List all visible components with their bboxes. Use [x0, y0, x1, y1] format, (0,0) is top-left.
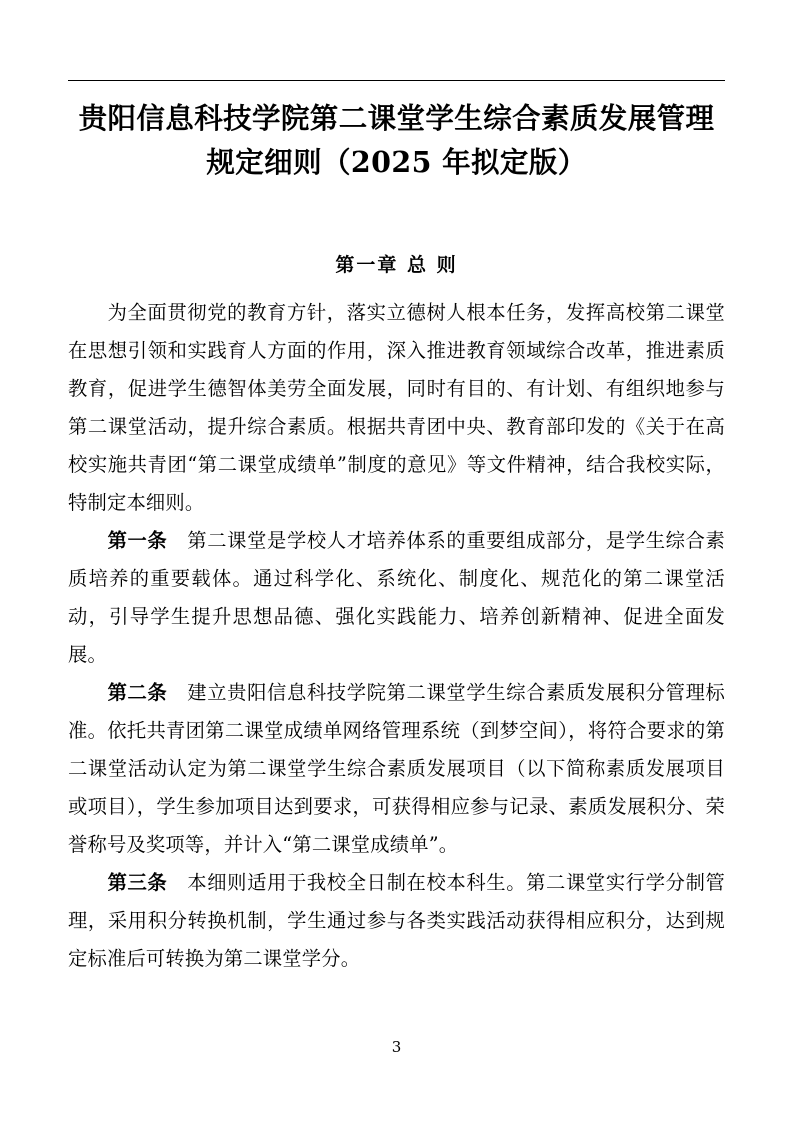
- page-title: 贵阳信息科技学院第二课堂学生综合素质发展管理规定细则（2025 年拟定版）: [78, 101, 715, 179]
- paragraph-text: 第二课堂是学校人才培养体系的重要组成部分，是学生综合素质培养的重要载体。通过科学化、系统化、制度化、规范化的第二课堂活动，引导学生提升思想品德、强化实践能力、培养创新精神、促进全面发展。: [68, 529, 725, 666]
- paragraph-article-3: [68, 864, 725, 978]
- document-body: [68, 96, 725, 978]
- page-number: 3: [391, 1038, 402, 1056]
- article-label: 第二条: [107, 681, 168, 704]
- article-label: 第一条: [107, 529, 168, 552]
- paragraph-preamble: [68, 294, 725, 522]
- header-rule: [68, 80, 725, 81]
- chapter-heading: 第一章 总 则: [335, 254, 458, 276]
- paragraph-article-2: [68, 674, 725, 864]
- paragraph-article-1: [68, 522, 725, 674]
- article-label: 第三条: [107, 871, 168, 894]
- paragraph-text: 为全面贯彻党的教育方针，落实立德树人根本任务，发挥高校第二课堂在思想引领和实践育人方面的作用，深入推进教育领域综合改革，推进素质教育，促进学生德智体美劳全面发展，同时有目的、有计划、有组织地参与第二课堂活动，提升综合素质。根据共青团中央、教育部印发的《关于在高校实施共青团“第二课堂成绩单”制度的意见》等文件精神，结合我校实际，特制定本细则。: [68, 301, 725, 514]
- paragraph-text: 本细则适用于我校全日制在校本科生。第二课堂实行学分制管理，采用积分转换机制，学生通过参与各类实践活动获得相应积分，达到规定标准后可转换为第二课堂学分。: [68, 871, 725, 970]
- paragraph-text: 建立贵阳信息科技学院第二课堂学生综合素质发展积分管理标准。依托共青团第二课堂成绩单网络管理系统（到梦空间），将符合要求的第二课堂活动认定为第二课堂学生综合素质发展项目（以下简称素质发展项目或项目），学生参加项目达到要求，可获得相应参与记录、素质发展积分、荣誉称号及奖项等，并计入“第二课堂成绩单”。: [68, 681, 725, 856]
